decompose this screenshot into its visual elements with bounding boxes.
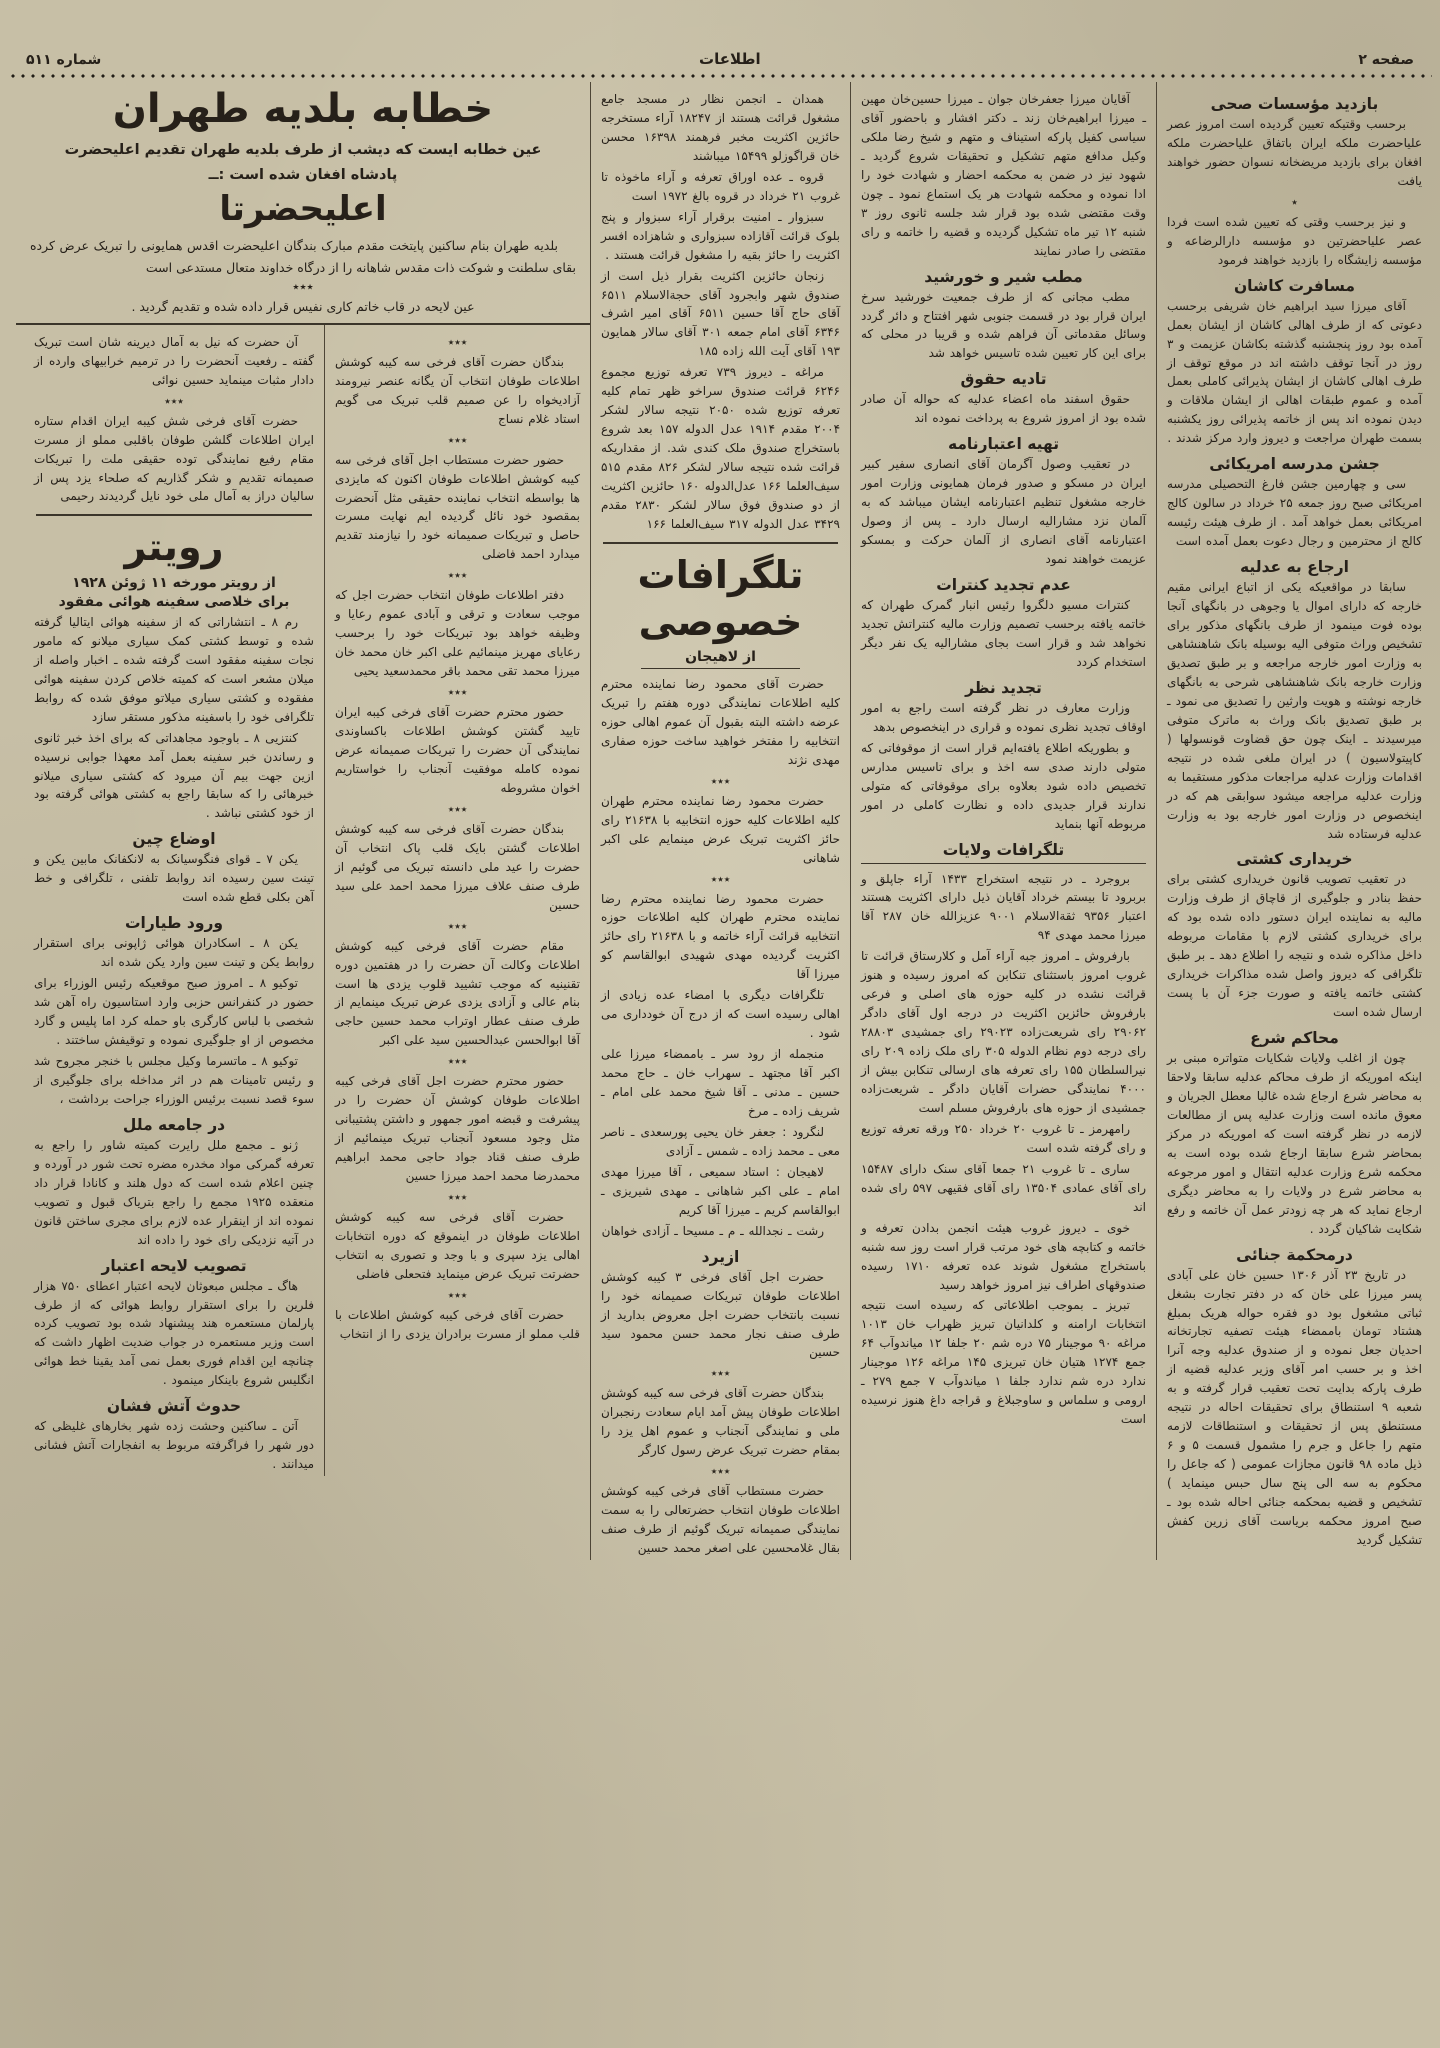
ornament-separator: ٭٭٭ (710, 773, 731, 788)
ornament-separator: ٭٭٭ (447, 334, 468, 349)
section-headline: تلگرافات ولایات (861, 841, 1146, 864)
article-paragraph: حضرت آقای فرخی شش کیبه ایران اقدام ستاره ایران اطلاعات گلشن طوفان باقلبی مملو از مسرت مقام رفیع نمایندگی توده حقیقی ملت را تبریکات صمیمانه تقدیم و شکر گذاریم که صلحاء یزد پس از سالیان دراز به آمال ملی خود نایل گردیدند رحیمی (34, 413, 314, 504)
section-headline: اوضاع چین (132, 830, 216, 849)
news-column-reuter (24, 325, 324, 1476)
article-paragraph: وزارت معارف در نظر گرفته است راجع به امور اوقاف تجدید نظری نموده و قراری در اینخصوص بدهد (861, 700, 1146, 734)
section-divider (36, 514, 312, 516)
article-paragraph: مقام حضرت آقای فرخی کیبه کوشش اطلاعات وکالت آن حضرت را در هفتمین دوره تقنینیه که موجب تشیید قلوب یزدی ها است بنام عالی و آزادی یزدی عرض تبریک مینمایم از طرف صنف عطار اوتراب محمد حسین حاجی آقا ابوالحسن عبدالحسین سید علی اکبر (335, 938, 580, 1048)
section-headline: مطب شیر و خورشید (924, 267, 1083, 286)
lead-subtitle: عین خطابه ایست که دیشب از طرف بلدیه طهران تقدیم اعلیحضرت پادشاه افغان شده است :ــ (64, 142, 542, 183)
article-paragraph: ژنو ـ مجمع ملل رایرت کمیته شاور را راجع به تعرفه گمرکی مواد مخدره مضره تحت شور در آورده و چنین اعلام شده است که دول هلند و کانادا قرار داد منعقده ۱۹۲۵ مجمع را راجع بتریاک قبول و تصویب نموده اند از اینقرار عده لازم برای مجری ساختن قانون در آتیه نزدیکی رای خود را داده اند (34, 1137, 315, 1247)
section-headline: جشن مدرسه امریکائی (1209, 455, 1380, 474)
article-paragraph: مراغه ـ دیروز ۷۳۹ تعرفه توزیع مجموع ۶۲۴۶ قرائت صندوق سراخو ظهر تمام کلیه تعرفه توزیع شده ۲۰۵۰ نتیجه سالار لشکر ۲۰۰۴ مقدم ۱۹۱۴ عدل الدوله ۱۵۷ بعد شروع باستخراج صندوق ملک کندی شد. از مقداریکه قرائت شده نتیجه سالار لشکر ۸۲۶ مقدم ۵۱۵ سیف‌العلما ۱۶۶ عدل‌الدوله ۱۶۰ حائزین اکثریت از دو صندوق فوق سالار لشکر ۲۸۳۰ مقدم ۳۴۲۹ عدل الدوله ۳۱۷ سیف‌العلما ۱۶۶ (601, 365, 841, 531)
article-paragraph: کنتزیی ۸ ـ باوجود مجاهداتی که برای اخذ خبر ثانوی و رساندن خبر سفینه بعمل آمد معهذا جوابی نرسیده ازین جهت بیم آن میرود که کشتی سیاری میلانو خبرهائی را که سابقا راجع به کشتی هوائی گرفته بود از خود کشتی نباشد . (34, 730, 314, 821)
page-header (8, 4, 1432, 68)
article-paragraph: در تاریخ ۲۳ آذر ۱۳۰۶ حسین خان علی آبادی پسر میرزا علی خان که در دفتر تجارت بشغل ثباتی مشغول بود دو فقره حواله هریک بمبلغ هشتاد تومان باممضاء هیئت تصفیه تجارتخانه احدیان جعل نموده و از صندوق عدلیه وجه آنرا اخذ و بر حسب امر آقای وزیر عدلیه قضیه از طرف پارکه بدایت تحت تعقیب قرار گرفته و به شعبه ۹ استنطاق برای تحقیقات احاله در نتیجه مستنطق پس از تحقیقات و استنطاقات لازمه متهم را جاعل و جرم را مشمول قسمت ۵ و ۶ ذیل ماده ۹۸ قانون مجازات عمومی ( که جاعل را محکوم به سه الی پنج سال حبس مینماید ) تشخیص و قضیه بمحکمه جنائی احاله شده بود ـ صبح امروز محکمه بریاست آقای زرین کفش تشکیل گردید (1167, 1267, 1423, 1547)
section-headline: حدوث آتش فشان (106, 1397, 242, 1416)
article-paragraph: یکن ۷ ـ قوای فنگوسیانک به لانکفانک مابین یکن و تینت سین رسیده اند روابط تلفنی ، تلگرافی و خط آهن بکلی قطع شده است (34, 852, 314, 905)
article-paragraph: حضرت مستطاب آقای فرخی کیبه کوشش اطلاعات طوفان انتخاب حضرتعالی را به سمت نمایندگی صمیمانه تبریک گوئیم از طرف صنف بقال غلامحسین علی اصغر محمد حسین (601, 1484, 840, 1556)
article-paragraph: بندگان حضرت آقای فرخی سه کیبه کوشش اطلاعات گشتن بایک قلب پاک انتخاب آن حضرت را عید ملی دانسته تبریک می گوئیم از طرف صنف علاف میرزا محمد احمد علی سید حسین (335, 821, 580, 912)
dotted-rule (8, 72, 1432, 80)
article-paragraph: توکیو ۸ ـ ماتسرما وکیل مجلس با خنجر مجروح شد و رئیس تامینات هم در اثر مداخله برای جلوگیری از سوء قصد نسبت برئیس الوزراء جراحت برداشت ، (34, 1053, 314, 1106)
article-paragraph: آقای میرزا سید ابراهیم خان شریفی برحسب دعوتی که از طرف اهالی کاشان از ایشان بعمل آمده بود روز پنجشنبه گذشته بکاشان عزیمت و ۳ روز در آنجا توقف داشته اند در موقع توقف از طرف اهالی کاشان از ایشان پذیرائی کاملی بعمل آمده و عموم طبقات اهالی از ایشان ملاقات و دیدن نموده اند پس از خاتمه پذیرائی روز یکشنبه بسمت طهران مراجعت و دیروز وارد مرکز شدند . (1167, 298, 1422, 446)
article-paragraph: حضرت آقای محمود رضا نماینده محترم کلیه اطلاعات نمایندگی دوره هفتم را تبریک عرضه داشته البته بقبول آن عموم اهالی حوزه انتخابیه را مفتخر خواهید ساخت حوزه صفاری مهدی نژند (601, 676, 840, 767)
columns-grid (8, 82, 1432, 1560)
newspaper-page (2, 0, 1438, 2044)
article-paragraph: تلگرافات دیگری با امضاء عده زیادی از اهالی رسیده است که از درج آن خودداری می شود . (601, 988, 840, 1041)
article-paragraph: توکیو ۸ ـ امروز صبح موقعیکه رئیس الوزراء برای حضور در کنفرانس حزبی وارد استاسیون راه آهن شد شخصی با لباس کارگری باو حمله کرد اما پلیس و گارد مخصوص از او جلوگیری نموده و توقیفش ساختند . (34, 976, 314, 1048)
lead-body: بلدیه طهران بنام ساکنین پایتخت مقدم مبارک بندگان اعلیحضرت اقدس همایونی را تبریک عرض کرده بقای سلطنت و شوکت ذات مقدس شاهانه را از درگاه خداوند متعال مستدعی است (30, 238, 576, 275)
ornament-separator: ٭٭٭ (447, 568, 468, 583)
article-paragraph: سبزوار ـ امنیت برقرار آراء سبزوار و پنج بلوک قرائت آقازاده سبزواری و شاهزاده افسر اکثریت را حائز بقیه را مشغول قرائت هستند . (601, 209, 840, 262)
ornament-separator: ٭٭٭ (710, 871, 731, 886)
article-paragraph: بندگان حضرت آقای فرخی سه کیبه کوشش اطلاعات طوفان انتخاب آن یگانه عنصر نیرومند آزادیخواه را عن صمیم قلب تبریک می گویم استاد غلام نساج (335, 354, 580, 426)
section-headline: تصویب لایحه اعتبار (101, 1256, 247, 1275)
page-number: صفحه ۲ (1358, 52, 1414, 68)
section-subhead: برای خلاصی سفینه هوائی مفقود (58, 593, 290, 610)
section-headline: عدم تجدید کنترات (936, 576, 1071, 595)
article-paragraph: قروه ـ عده اوراق تعرفه و آراء ماخوذه تا غروب ۲۱ خرداد در قروه بالغ ۱۹۷۲ است (601, 169, 840, 203)
article-paragraph: بارفروش ـ امروز جبه آراء آمل و کلارستاق قرائت تا غروب امروز باستثنای تنکابن که امروز رسیده و هنوز قرائت نشده در کلیه حوزه های اصلی و فرعی بارفروش حائزین اکثریت در درجه اول آقای دادگر ۲۹۰۶۲ رای شریعت‌زاده ۲۹۰۲۳ رای جمشیدی ۲۸۸۰۳ رای درجه دوم نظام الدوله ۳۰۵ رای ملک زاده ۲۰۹ رای نیرالسلطان ۱۵۵ رای تعرفه های ارسالی تنکابن بیش از ۴۰۰۰ نمایندگی حضرات آقایان دادگر ـ شریعت‌زاده جمشیدی از حوزه های بارفروش مسلم است (861, 949, 1147, 1115)
article-paragraph: سابقا در مواقعیکه یکی از اتباع ایرانی مقیم خارجه که دارای اموال یا وجوهی در بانگهای آنجا بوده فوت مینمود از طرف بانگهای مذکور برای تشخیص وراث متوفی الیه بوسیله بانک شاهنشاهی به وزارت امور خارجه مراجعه و بر طبق تصدیق وزارت خارجه بانک شاهنشاهی شرحی به بانگهای خارجه نوشته و هویت وارثین را تصدیق می نمود ـ بر طبق تصدیق بانک وراث به ماترک متوفی میرسیدند ـ اینک چون حق قضاوت قونسولها ( کاپیتولاسیون ) در ایران ملغی شده در نتیجه اقدامات وزارت عدلیه مراجعات مذکور مستقیما به وزارت عدلیه مراجعه میشود سوابقی هم که در اینخصوص در وزارت امور خارجه بود به وزارت عدلیه فرستاده شد (1167, 580, 1422, 841)
article-paragraph: رشت ـ نجدالله ـ م ـ مسیحا ـ آزادی خواهان (601, 1223, 824, 1238)
article-paragraph: چون از اغلب ولایات شکایات متواتره مبنی بر اینکه اموریکه از طرف محاکم عدلیه سابقا ولاحقا به محاضر شرع ارجاع شده غالبا معطل الجریان و معوق مانده است وزارت عدلیه پس از مطالعات لازمه در نظر گرفته است که اموریکه در مرکز بمحاضر شرع سابقا ارجاع شده بوده است به محکمه شرع وزارت عدلیه انتقال و امور مرجوعه به محاضر شرع در ولایات را به محاضر دیگری ارجاع نماید که هر چه زودتر عمل آن خاتمه و رفع شکایت شاکیان گردد . (1167, 1051, 1422, 1236)
article-paragraph: حضرت آقای فرخی کیبه کوشش اطلاعات با قلب مملو از مسرت برادران یزدی را از انتخاب (335, 1307, 580, 1341)
article-paragraph: دفتر اطلاعات طوفان انتخاب حضرت اجل که موجب سعادت و ترقی و آبادی عموم رعایا و وظیفه خواهد بود تبریکات خود را برحسب رعایای مهریز مینمائیم علی اکبر خان محمد خان میرزا محمد تقی محمد باقر محمدسعید یحیی (335, 588, 580, 679)
article-paragraph: بندگان حضرت آقای فرخی سه کیبه کوشش اطلاعات طوفان پیش آمد ایام سعادت رنجبران ملی و نمایندگی آنجناب و عموم اهل یزد را بمقام حضرت تبریک عرض رسول کارگر (601, 1386, 840, 1458)
article-paragraph: آن حضرت که نیل به آمال دیرینه شان است تبریک گفته ـ رفعیت آنحضرت را در ترمیم خرابیهای وارده از دادار مثبات مینماید حسین نوائی (34, 334, 314, 387)
article-paragraph: رم ۸ ـ انتشاراتی که از سفینه هوائی ایتالیا گرفته شده و توسط کشتی کمک سیاری میلانو که مامور نجات سفینه مفقود است گرفته شده ـ اخبار واصله از میلان مشعر است که کمیته خلاص کردن سفینه هوائی مفقوده و کشتی سیاری میلاتو موفق شده که روابط تلگرافی خود را باسفینه مذکور مستقر سازد (34, 614, 314, 724)
section-subhead: از لاهیجان (641, 649, 800, 669)
ornament-separator: ٭٭٭ (447, 918, 468, 933)
section-headline: درمحکمة جنائی (1236, 1245, 1353, 1264)
section-headline: در جامعه ملل (122, 1115, 226, 1134)
section-headline: تجدید نظر (965, 678, 1042, 697)
article-paragraph: حضرت اجل آقای فرخی ۳ کیبه کوشش اطلاعات طوفان تبریکات صمیمانه خود را نسبت بانتخاب حضرت اجل معروض بدارید از طرف صنف نجار محمد حسن محمود سید حسین (601, 1269, 840, 1360)
article-paragraph: کنترات مسیو دلگروا رئیس انبار گمرک طهران که خاتمه یافته برحسب تصمیم وزارت مالیه کنتراتش تجدید نخواهد شد و قرار است بجای مشارالیه یک نفر دیگر استخدام کردد (861, 598, 1146, 669)
ornament-separator: ٭٭٭ (292, 279, 314, 295)
lead-title: خطابه بلديه طهران (112, 86, 494, 132)
news-column-telegrams (590, 82, 850, 1560)
article-paragraph: آتن ـ ساکنین وحشت زده شهر بخارهای غلیظی که دور شهر را فراگرفته مربوط به انفجارات آتش فشانی میدانند . (34, 1419, 314, 1472)
section-headline: تادیه حقوق (960, 370, 1047, 389)
section-headline: ورود طیارات (124, 914, 224, 933)
article-paragraph: یکن ۸ ـ اسکادران هوائی ژاپونی برای استقرار روابط یکن و تینت سین وارد یکن شده اند (34, 936, 314, 970)
article-paragraph: مطب مجانی که از طرف جمعیت خورشید سرخ ایران قرار بود در قسمت جنوبی شهر افتتاح و دائر گردد وسائل مقدماتی آن فراهم شده و قریبا در محلی که برای این کار تعیین شده تاسیس خواهد شد (861, 289, 1146, 361)
article-paragraph: زنجان حائزین اکثریت بقرار ذیل است از صندوق شهر وابجرود آقای حجةالاسلام ۶۵۱۱ آقای حاج آقا حسین ۶۵۱۱ آقای امیر اشرف ۶۳۴۶ آقای امام جمعه ۳۰۱ آقای سالار همایون ۱۹۳ آقای آیت الله زاده ۱۸۵ (601, 268, 841, 359)
section-headline: بازدید مؤسسات صحی (1210, 95, 1379, 113)
article-paragraph: تبریز ـ بموجب اطلاعاتی که رسیده است نتیجه انتخابات ارامنه و کلدانیان تبریز ظهراب خان ۱۰۱۳ مراغه ۹۰ موجینار ۷۵ دره شم ۲۰ جلفا ۱۲ میاندوآب ۶۴ جمع ۱۲۷۴ هتیان خان تبریزی ۱۴۵ مراغه ۱۲۶ موجینار ندارد دره شم ندارد جلفا ۱ میاندوآب ۷ جمع ۲۷۹ ـ ارومی و سلماس و ساوجبلاغ و قراجه داغ هنوز نرسیده است (861, 1298, 1146, 1427)
issue-number: شماره ۵۱۱ (26, 52, 102, 68)
article-paragraph: حضرت محمود رضا نماینده محترم طهران کلیه اطلاعات کلیه حوزه انتخابیه با ۲۱۶۳۸ رای حائز اکثریت تبریک عرض مینمایم علی اکبر شاهانی (601, 793, 841, 865)
article-paragraph: آقایان میرزا جعفرخان جوان ـ میرزا حسین‌خان مهین ـ میرزا ابراهیم‌خان زند ـ دکتر افشار و باحضور آقای سیاسی کفیل پارکه استیناف و متهم و شیخ رضا ملکی وکیل مدافع متهم تشکیل و تحقیقات شروع گردید ـ شهود نیز در ضمن به محکمه احضار و شهادت خود را ادا نموده و محکمه شهادت هر یک استماع نمود ـ چون وقت مقتضی شده بود قرار شد جلسه ثانوی روز ۳ شنبه ۱۲ تیر ماه تشکیل گردیده و قضیه را خاتمه و رای مقتضی را صادر نمایند (861, 92, 1146, 258)
article-paragraph: ساری ـ تا غروب ۲۱ جمعا آقای سنک دارای ۱۵۴۸۷ رای آقای عمادی ۱۳۵۰۴ رای آقای فقیهی ۵۹۷ رای شده اند (861, 1161, 1147, 1214)
ornament-separator: ٭٭٭ (447, 1054, 468, 1069)
article-paragraph: و بطوریکه اطلاع یافته‌ایم قرار است از موقوفاتی که متولی دارند صدی سه اخذ و برای تاسیس مدارس تخصیص داده شود بعلاوه برای موقوفاتی که متولی ندارند قرار جدیدی داده و نظارت کاملی در امور مربوطه آنها بنماید (861, 740, 1146, 831)
ornament-separator: ٭ (1291, 194, 1298, 209)
section-headline: خریداری کشتی (1236, 850, 1353, 869)
lead-closing: عین لایحه در قاب خاتم کاری نفیس قرار داده شده و تقدیم گردید . (131, 298, 475, 314)
section-subhead: از رویتر مورخه ۱۱ ژوئن ۱۹۲۸ (72, 574, 276, 591)
news-column-city (1156, 82, 1432, 1560)
article-paragraph: حقوق اسفند ماه اعضاء عدلیه که حواله آن صادر شده بود از امروز شروع به پرداخت نموده اند (861, 392, 1146, 426)
section-headline: محاکم شرع (1250, 1029, 1339, 1048)
article-paragraph: بروجرد ـ در نتیجه استخراج ۱۴۳۳ آراء جاپلق و بربرود تا بیستم خرداد آقایان ذیل دارای اکثریت هستند اعتبار ۹۳۵۶ ثقةالاسلام ۹۰۰۱ عزیزالله خان ۲۸۷ آقا میرزا محمد مهدی ۹۴ (861, 871, 1146, 943)
ornament-separator: ٭٭٭ (447, 432, 468, 447)
article-paragraph: لنگرود : جعفر خان یحیی پورسعدی ـ ناصر معی ـ محمد زاده ـ شمس ـ آزادی (601, 1124, 840, 1158)
article-paragraph: منجمله از رود سر ـ باممضاء میرزا علی اکبر آقا مجتهد ـ سهراب خان ـ حاج محمد حسین ـ مدنی ـ آقا شیخ محمد علی امام ـ شریف زاده ـ مرخ (601, 1047, 840, 1118)
news-column-admin (850, 82, 1156, 1560)
ornament-separator: ٭٭٭ (710, 1464, 731, 1479)
lead-and-left-columns (16, 82, 590, 1560)
article-paragraph: هاگ ـ مجلس مبعوثان لایحه اعتبار اعطای ۷۵۰ هزار فلرین را برای استقرار روابط هوائی که از طرف پارلمان مستعمره هند پیشنهاد شده بود تصویب کرده است وزیر مستعمره در جواب ضدیت اظهار داشت که چنانچه این اقدام فوری بعمل نمی آمد یقینا خط هوائی انگلیس شروع باینکار مینمود . (34, 1278, 314, 1388)
section-divider (603, 542, 838, 544)
article-paragraph: سی و چهارمین جشن فارغ التحصیلی مدرسه امریکائی صبح روز جمعه ۲۵ خرداد در سالون کالج امریکائی بعمل خواهد آمد . از طرف هیئت رئیسه کالج از محترمین و رجال دعوت بعمل آمده است (1167, 477, 1422, 549)
lead-article (16, 82, 590, 325)
article-paragraph: خوی ـ دیروز غروب هیئت انجمن بدادن تعرفه و خاتمه و کتابچه های خود مرتب قرار است روز سه شنبه باستخراج مشغول شوند عده تعرفه ۱۷۱۰ رسیده صندوقهای اطراف نیز امروز خواهد رسید (861, 1220, 1147, 1292)
ornament-separator: ٭٭٭ (164, 393, 184, 408)
ornament-separator: ٭٭٭ (447, 1287, 468, 1302)
article-paragraph: و نیز برحسب وقتی که تعیین شده است فردا عصر علیاحضرتین دو مؤسسه دارالرضاعه و مؤسسه زایشگاه را بازدید خواهند فرمود (1167, 214, 1422, 267)
article-paragraph: حضور محترم حضرت اجل آقای فرخی کیبه اطلاعات طوفان کوشش آن حضرت را در پیشرفت و قبضه امور جمهور و داشتن پشتیبانی مثل وجود مسعود آنجناب تبریک مینمائیم از طرف صنف قناد جواد حاجی محمد ابراهیم محمدرضا محمد احمد میرزا حسین (335, 1074, 580, 1184)
article-paragraph: لاهیجان : استاد سمیعی ، آقا میرزا مهدی امام ـ علی اکبر شاهانی ـ مهدی شیریزی ـ ابوالقاسم کریم ـ میرزا آقا کریم (601, 1164, 840, 1217)
ornament-separator: ٭٭٭ (447, 685, 468, 700)
section-headline: تهیه اعتبارنامه (947, 435, 1060, 454)
ornament-separator: ٭٭٭ (447, 801, 468, 816)
article-paragraph: در تعقیب وصول آگرمان آقای انصاری سفیر کبیر ایران در مسکو و صدور فرمان همایونی وزارت امور خارجه مشغول تنظیم اعتبارنامه ایشان میباشد که به آلمان نزد مشارالیه ارسال دارد ـ پس از وصول اعتبارنامه آقای انصاری از آلمان حرکت و بمسکو عزیمت خواهند نمود (861, 457, 1146, 567)
section-headline: ارجاع به عدلیه (1240, 558, 1349, 577)
section-headline: مسافرت کاشان (1233, 276, 1356, 295)
news-column-congratulations (324, 325, 590, 1476)
article-paragraph: در تعقیب تصویب قانون خریداری کشتی برای حفظ بنادر و جلوگیری از قاچاق از طرف وزارت مالیه به نماینده ایران دستور داده شده بود که برای خریداری کشتی لازم با مقامات مربوطه داخل مذاکره شده و نتیجه را اطلاع دهد ـ بر طبق تلگرافی که دیروز واصل شده مذاکرات خریداری کشتی خاتمه یافته و صورت جزء آن با پست ارسال شده است (1167, 872, 1422, 1020)
section-headline: ازیرد (701, 1247, 740, 1266)
left-columns (16, 325, 590, 1476)
ornament-separator: ٭٭٭ (710, 1366, 731, 1381)
article-paragraph: حضور محترم حضرت آقای فرخی کیبه ایران تایید گشتن کوشش اطلاعات باکساوندی نمایندگی آن حضرت را تبریکات صمیمانه عرض نموده کامله موفقیت آنجناب را خواستاریم اخوان مشروطه (335, 705, 580, 795)
article-paragraph: رامهرمز ـ تا غروب ۲۰ خرداد ۲۵۰ ورقه تعرفه توزیع و رای گرفته شده است (861, 1121, 1146, 1155)
section-display-headline: تلگرافات خصوصی (637, 552, 804, 645)
ornament-separator: ٭٭٭ (447, 1190, 468, 1205)
article-paragraph: برحسب وقتیکه تعیین گردیده است امروز عصر علیاحضرت ملکه ایران باتفاق علیاحضرت ملکه افغان برای بازدید مریضخانه نسوان حضور خواهند یافت (1167, 117, 1422, 188)
section-display-headline: رویتر (124, 525, 224, 570)
lead-salutation: اعلیحضرتا (219, 189, 387, 230)
article-paragraph: حضرت محمود رضا نماینده محترم رضا نماینده محترم طهران کلیه اطلاعات حوزه انتخابیه قرائت آراء خاتمه و با ۲۱۶۳۸ رای حائز اکثریت گردیده مهدی شهیدی ابوالقاسم کو میرزا آقا (601, 891, 840, 982)
article-paragraph: حضور حضرت مستطاب اجل آقای فرخی سه کیبه کوشش اطلاعات طوفان اکنون که مایزدی ها بواسطه انتخاب نماینده حقیقی مثل آنحضرت بمقصود خود نائل گردیده ایم نهایت مسرت حاصل و تبریکات صمیمانه خود را نیازمند تقدیم میدارد احمد فاضلی (335, 452, 580, 562)
article-paragraph: همدان ـ انجمن نظار در مسجد جامع مشغول قرائت هستند از ۱۸۲۴۷ آراء مستخرجه حائزین اکثریت مخبر فرهمند ۱۶۳۹۸ محسن خان قراگوزلو ۱۵۴۹۹ میباشند (601, 92, 841, 163)
masthead-title: اطلاعات (699, 50, 761, 68)
article-paragraph: حضرت آقای فرخی سه کیبه کوشش اطلاعات طوفان در اینموقع که دوره انتخابات اهالی یزد سپری و با وجد و تصوری به انتخاب حضرتت تبریک عرض مینماید فتحعلی فاضلی (335, 1210, 580, 1281)
